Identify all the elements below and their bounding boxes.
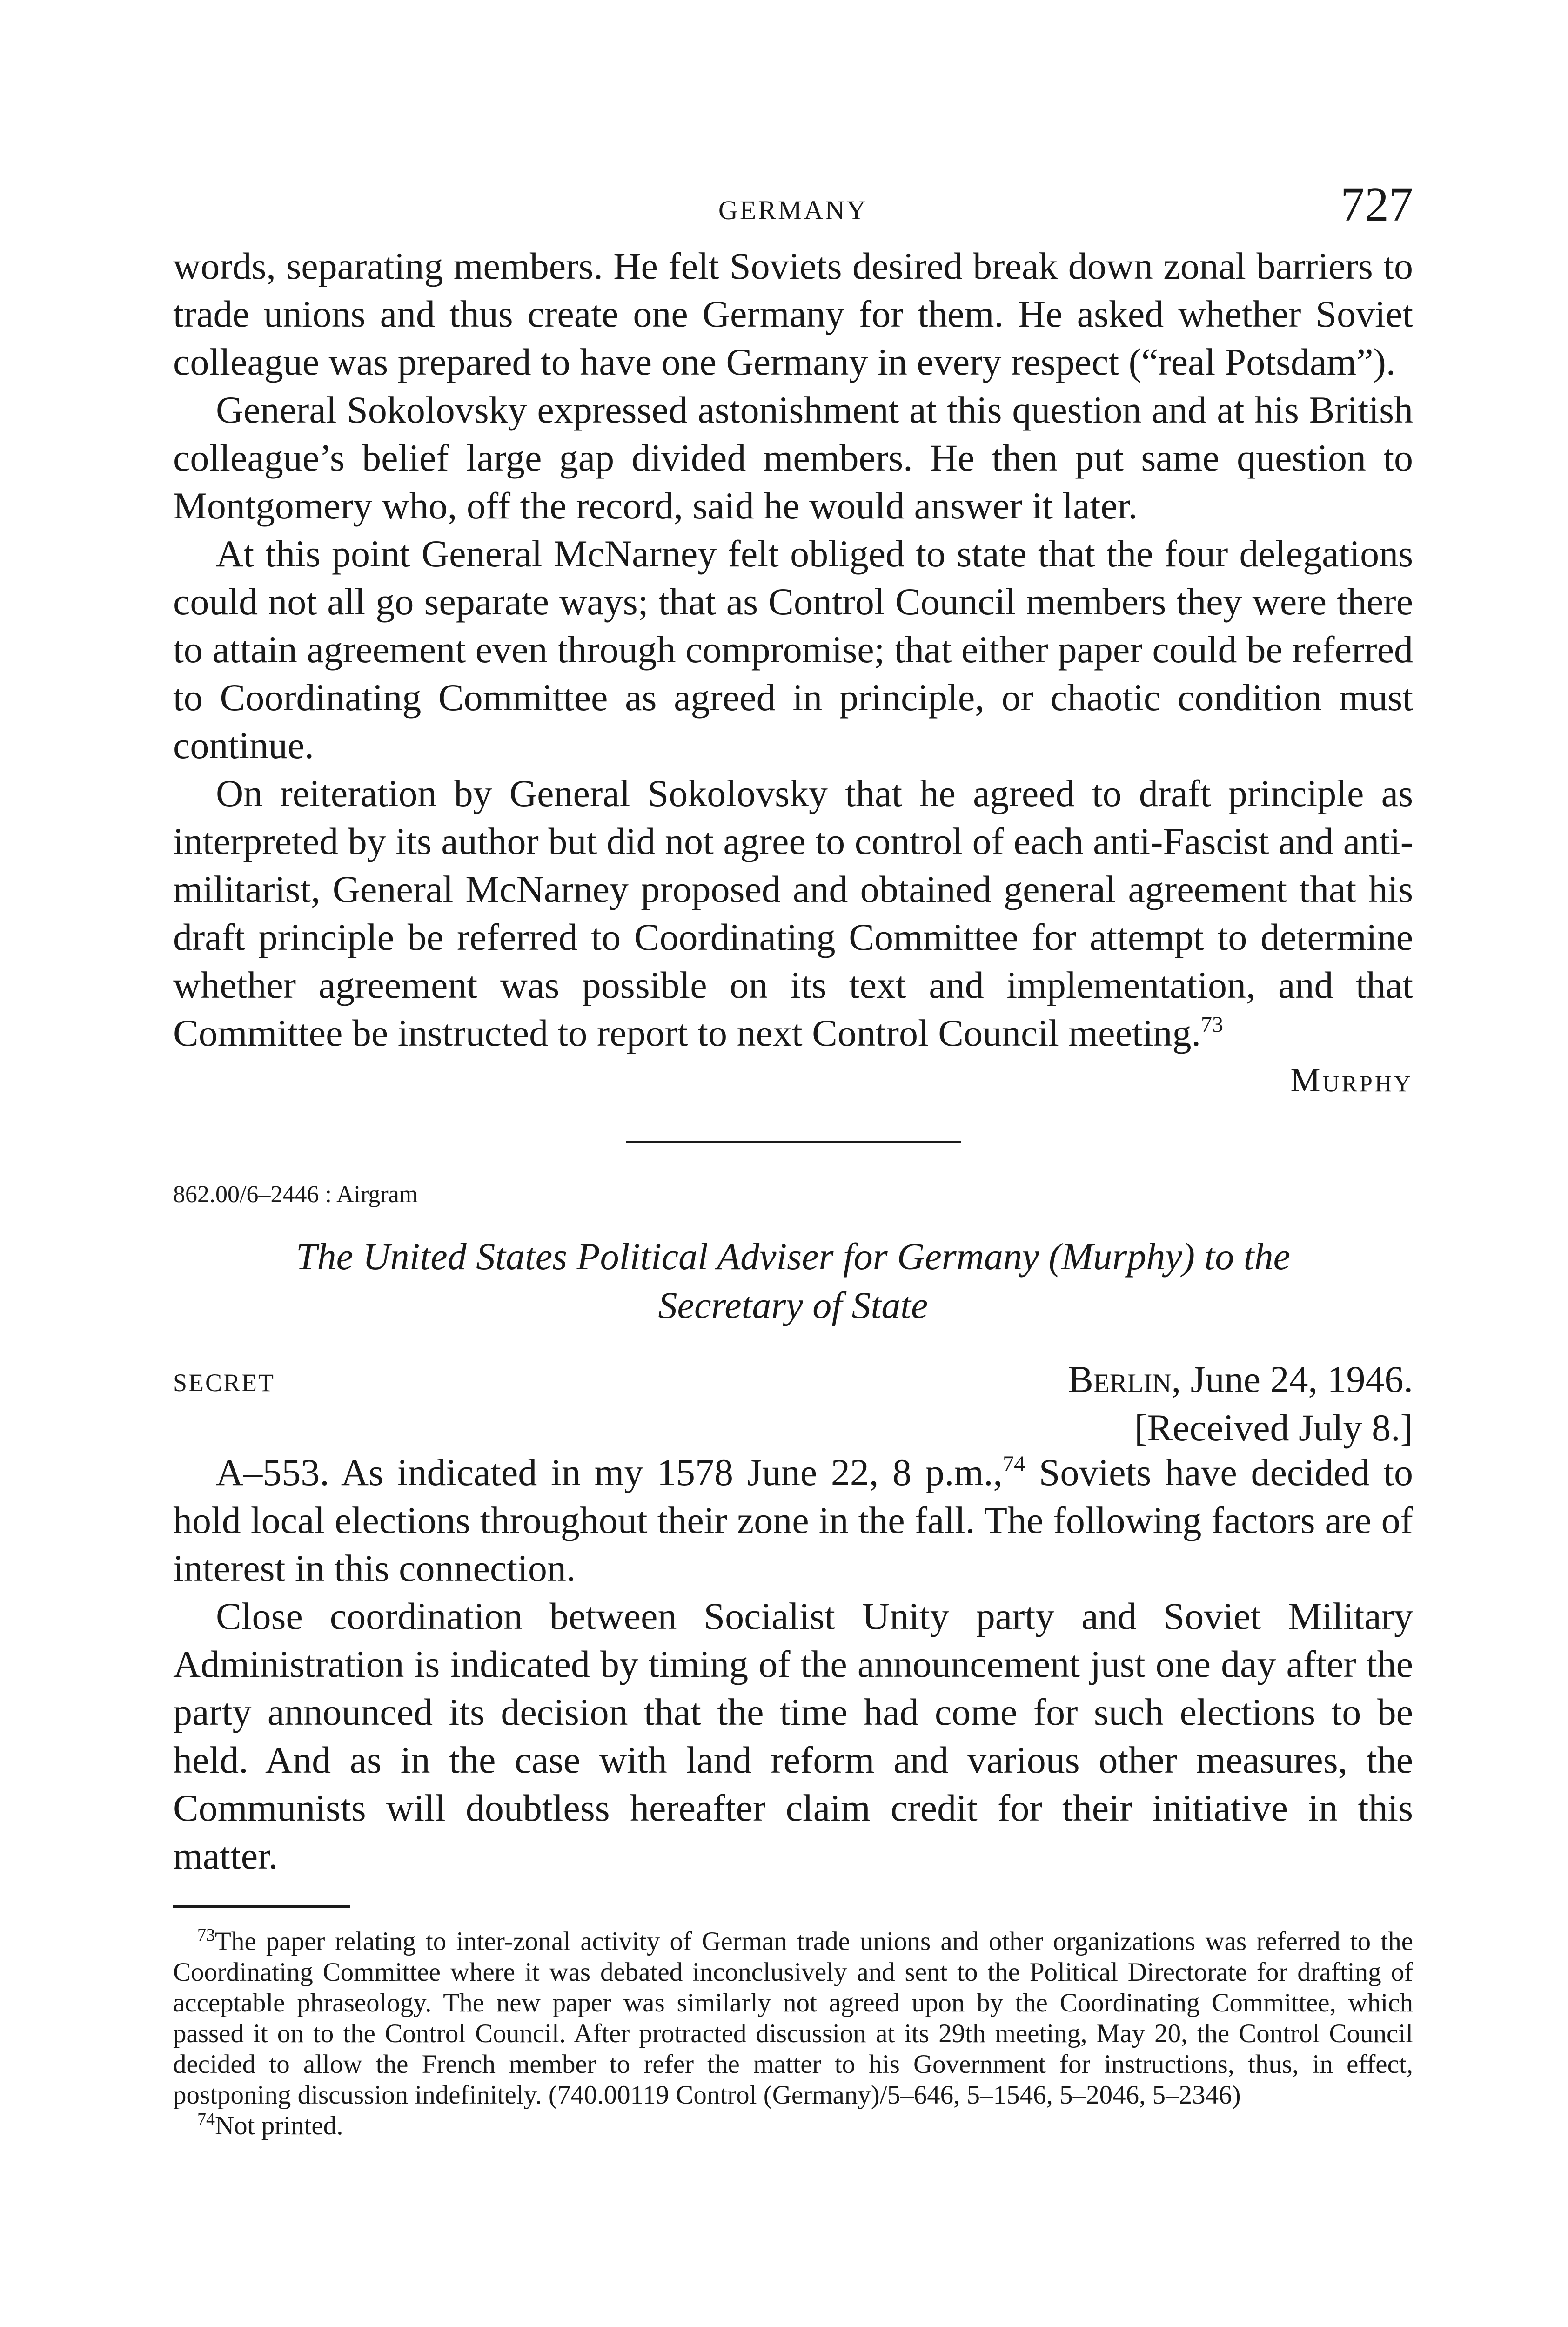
received-line: [Received July 8.]	[1134, 1406, 1413, 1449]
classification-label: SECRET	[173, 1369, 275, 1397]
footnote-ref-73: 73	[1201, 1012, 1224, 1037]
paragraph-1: words, separating members. He felt Soviets desired break down zonal barriers to trade unions and thus create one Germany for them. He asked whether Soviet colleague was prepared to have one Germany in every respect (“real Potsdam”).	[173, 245, 1413, 383]
document-page	[173, 177, 1413, 2141]
dateline	[173, 1355, 1413, 1448]
running-title: GERMANY	[718, 195, 868, 225]
footnote-rule	[173, 1905, 350, 1908]
file-reference: 862.00/6–2446 : Airgram	[173, 1181, 418, 1208]
paragraph-2: General Sokolovsky expressed astonishment at this question and at his British colleague’s belief large gap divided members. He then put same question to Montgomery who, off the record, said he would answer it later.	[173, 389, 1413, 527]
footnote-74-text: Not printed.	[215, 2111, 343, 2140]
footnote-73-text: The paper relating to inter-zonal activity of German trade unions and other organizations was referred to the Coordinating Committee where it was debated inconclusively and sent to the Political Directorate for drafting of acceptable phraseology. The new paper was similarly not agreed upon by the Coordinating Committee, which passed it on to the Control Council. After protracted discussion at its 29th meeting, May 20, the Control Council decided to allow the French member to refer the matter to his Government for instructions, thus, in effect, postponing discussion indefinitely. (740.00119 Control (Germany)/5–646, 5–1546, 5–2046, 5–2346)	[173, 1927, 1413, 2110]
date-text: , June 24, 1946.	[1171, 1358, 1413, 1400]
heading-line-1: The United States Political Adviser for Germany (Murphy) to the	[296, 1235, 1290, 1278]
document-heading	[173, 1232, 1413, 1330]
section-2-body	[173, 1448, 1413, 1880]
section-divider	[626, 1141, 961, 1143]
footnote-74	[173, 2111, 1413, 2141]
paragraph-4-text: On reiteration by General Sokolovsky that he agreed to draft principle as interpreted by its author but did not agree to control of each anti-Fascist and anti-militarist, General McNarney proposed and obtained general agreement that his draft principle be referred to Coordinating Committee for attempt to determine whether agreement was possible on its text and implementation, and that Committee be instructed to report to next Control Council meeting.	[173, 772, 1413, 1054]
heading-line-2: Secretary of State	[658, 1284, 928, 1326]
paragraph-5-end: Soviets have decided to hold local elections throughout their zone in the fall. The following factors are of interest in this connection.	[173, 1451, 1413, 1589]
running-head	[173, 177, 1413, 242]
footnote-ref-74: 74	[1003, 1452, 1025, 1476]
signature: Murphy	[1290, 1062, 1413, 1099]
section-1-body	[173, 242, 1413, 1057]
paragraph-4	[173, 769, 1413, 1057]
paragraph-5-start: A–553. As indicated in my 1578 June 22, 8 p.m.,	[216, 1451, 1003, 1493]
footnotes	[173, 1926, 1413, 2141]
paragraph-3: At this point General McNarney felt obliged to state that the four delegations could not all go separate ways; that as Control Council members they were there to attain agreement even through compromise; that either paper could be referred to Coordinating Committee as agreed in principle, or chaotic condition must continue.	[173, 532, 1413, 767]
page-number: 727	[1340, 178, 1413, 231]
date-city: Berlin	[1068, 1358, 1172, 1400]
date-line	[1068, 1355, 1413, 1404]
paragraph-6: Close coordination between Socialist Unity party and Soviet Military Administration is indicated by timing of the announcement just one day after the party announced its decision that the time had come for such elections to be held. And as in the case with land reform and various other measures, the Communists will doubtless hereafter claim credit for their initiative in this matter.	[173, 1595, 1413, 1877]
footnote-73	[173, 1926, 1413, 2111]
paragraph-5	[173, 1448, 1413, 1592]
date-block	[1068, 1355, 1413, 1452]
footnote-73-marker: 73	[197, 1925, 215, 1945]
footnote-74-marker: 74	[197, 2110, 215, 2129]
